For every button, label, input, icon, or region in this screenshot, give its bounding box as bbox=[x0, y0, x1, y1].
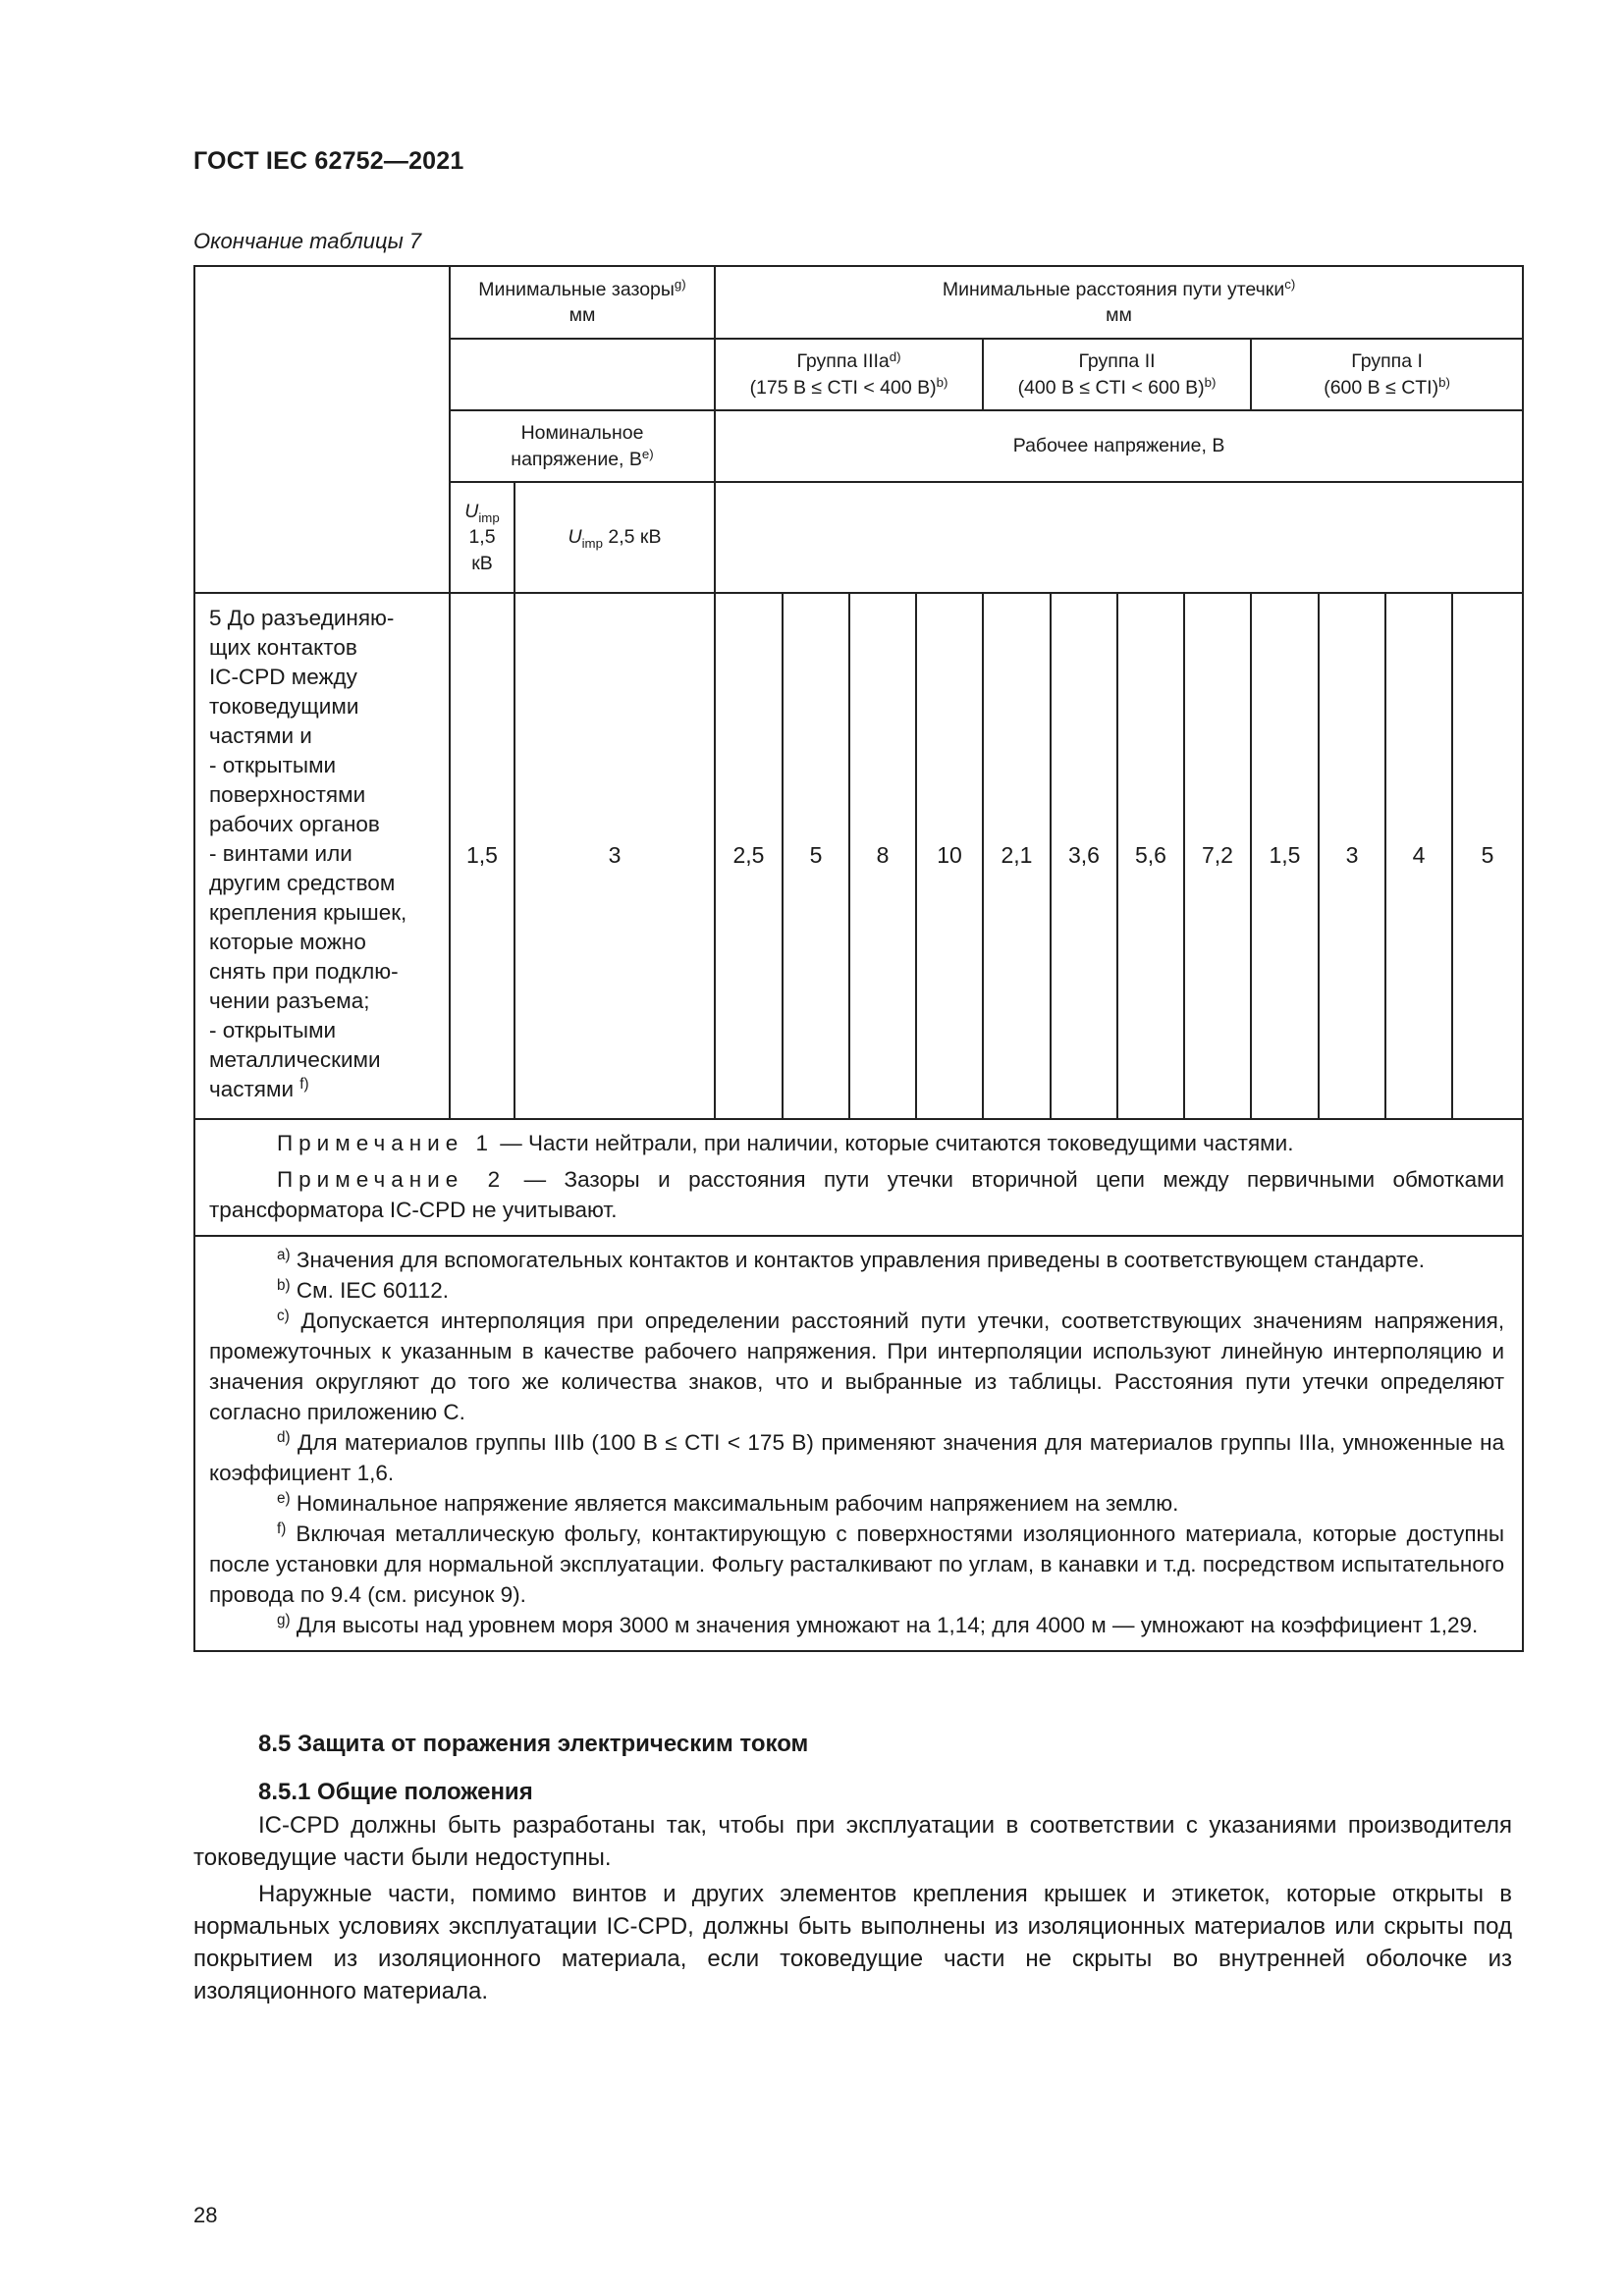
creepage-value: 4 bbox=[1385, 593, 1452, 1119]
note-2: Примечание 2 — Зазоры и расстояния пути утечки вторичной цепи между первичными обмотками трансформатора IC-CPD не учитывают. bbox=[209, 1167, 1505, 1222]
rated-voltage-header: Номинальное напряжение, $В^{e)}$ bbox=[450, 410, 715, 482]
note-1: Примечание 1 — Части нейтрали, при наличии, которые считаются токоведущими частями. bbox=[277, 1131, 1294, 1155]
body-paragraph: Наружные части, помимо винтов и других элементов крепления крышек и этикеток, которые открыты в нормальных условиях эксплуатации IC-CPD, должны быть выполнены из изоляционных материалов или скрыты под покрытием из изоляционного материала, если токоведущие части не скрыты во внутренней оболочке из изоляционного материала. bbox=[193, 1881, 1512, 2004]
creepage-value: 2,5 bbox=[715, 593, 783, 1119]
creepage-value: 5 bbox=[1452, 593, 1523, 1119]
clearance-creepage-table bbox=[193, 265, 1512, 1652]
creepage-value: 3,6 bbox=[1051, 593, 1117, 1119]
header-empty-cell bbox=[194, 266, 450, 593]
table-caption: Окончание таблицы 7 bbox=[193, 229, 422, 253]
header-empty-cell bbox=[450, 339, 715, 410]
creepage-value: 5 bbox=[783, 593, 849, 1119]
footnote-a: $^{a)}$ Значения для вспомогательных контактов и контактов управления приведены в соответствующем стандарте. bbox=[277, 1247, 1425, 1272]
min-clearances-header: Минимальные зазоры$^{g)}$ мм bbox=[450, 266, 715, 339]
creepage-value: 2,1 bbox=[983, 593, 1051, 1119]
creepage-value: 1,5 bbox=[1251, 593, 1319, 1119]
group-header: Группа IIIa$^{d)}$ (175 В ≤ CTI < 400 В)$^{b)}$ bbox=[715, 339, 983, 410]
header-row-1 bbox=[194, 266, 1523, 339]
header-empty-cell bbox=[715, 482, 1523, 593]
table-footnotes bbox=[194, 1236, 1523, 1651]
uimp-1-5-header: $U_{imp}$ 1,5 кВ bbox=[450, 482, 514, 593]
footnote-b: $^{b)}$ См. IEC 60112. bbox=[277, 1277, 449, 1303]
footnote-f: $^{f)}$ Включая металлическую фольгу, контактирующую с поверхностями изоляционного материала, которые доступны после установки для нормальной эксплуатации. Фольгу расталкивают по углам, в канавки и т.д. посредством испытательного провода по 9.4 (см. рисунок 9). bbox=[209, 1521, 1505, 1607]
body-paragraph: IC-CPD должны быть разработаны так, чтобы при эксплуатации в соответствии с указаниями производителя токоведущие части были недоступны. bbox=[193, 1812, 1512, 1871]
creepage-value: 8 bbox=[849, 593, 916, 1119]
footnote-c: $^{c)}$ Допускается интерполяция при определении расстояний пути утечки, соответствующих значениям напряжения, промежуточных к указанным в качестве рабочего напряжения. При интерполяции используют линейную интерполяцию и значения округляют до того же количества знаков, что и выбранные из таблицы. Расстояния пути утечки определяют согласно приложению С. bbox=[209, 1308, 1505, 1424]
table-notes bbox=[194, 1119, 1523, 1236]
min-creepage-header: Минимальные расстояния пути утечки$^{c)}$ мм bbox=[715, 266, 1523, 339]
footnotes-row bbox=[194, 1236, 1523, 1651]
clearance-value: 1,5 bbox=[450, 593, 514, 1119]
notes-row bbox=[194, 1119, 1523, 1236]
document-header: ГОСТ IEC 62752—2021 bbox=[193, 147, 464, 175]
section-title: 8.5 Защита от поражения электрическим током bbox=[258, 1731, 809, 1757]
group-header: Группа II (400 В ≤ CTI < 600 В)$^{b)}$ bbox=[983, 339, 1251, 410]
creepage-value: 10 bbox=[916, 593, 983, 1119]
uimp-2-5-header: $U_{imp}$ 2,5 кВ bbox=[514, 482, 715, 593]
table-row bbox=[194, 593, 1523, 1119]
page-number: 28 bbox=[193, 2203, 218, 2227]
group-header: Группа I (600 В ≤ CTI)$^{b)}$ bbox=[1251, 339, 1523, 410]
working-voltage-header: Рабочее напряжение, В bbox=[715, 410, 1523, 482]
creepage-value: 3 bbox=[1319, 593, 1385, 1119]
footnote-g: $^{g)}$ Для высоты над уровнем моря 3000 м значения умножают на 1,14; для 4000 м — умножают на коэффициент 1,29. bbox=[277, 1612, 1479, 1637]
creepage-value: 5,6 bbox=[1117, 593, 1184, 1119]
table bbox=[193, 265, 1524, 1652]
creepage-value: 7,2 bbox=[1184, 593, 1251, 1119]
subsection-title: 8.5.1 Общие положения bbox=[258, 1779, 533, 1805]
row-label: 5 До разъединяю- щих контактов IC-CPD между токоведущими частями и - открытыми поверхностями рабочих органов - винтами или другим средством крепления крышек, которые можно снять при подклю- чении разъема; - открытыми металлическими частями $^{f)}$ bbox=[194, 593, 450, 1119]
footnote-d: $^{d)}$ Для материалов группы IIIb (100 В ≤ CTI < 175 В) применяют значения для материалов группы IIIa, умноженные на коэффициент 1,6. bbox=[209, 1429, 1505, 1485]
footnote-e: $^{e)}$ Номинальное напряжение является максимальным рабочим напряжением на землю. bbox=[277, 1490, 1179, 1516]
clearance-value: 3 bbox=[514, 593, 715, 1119]
